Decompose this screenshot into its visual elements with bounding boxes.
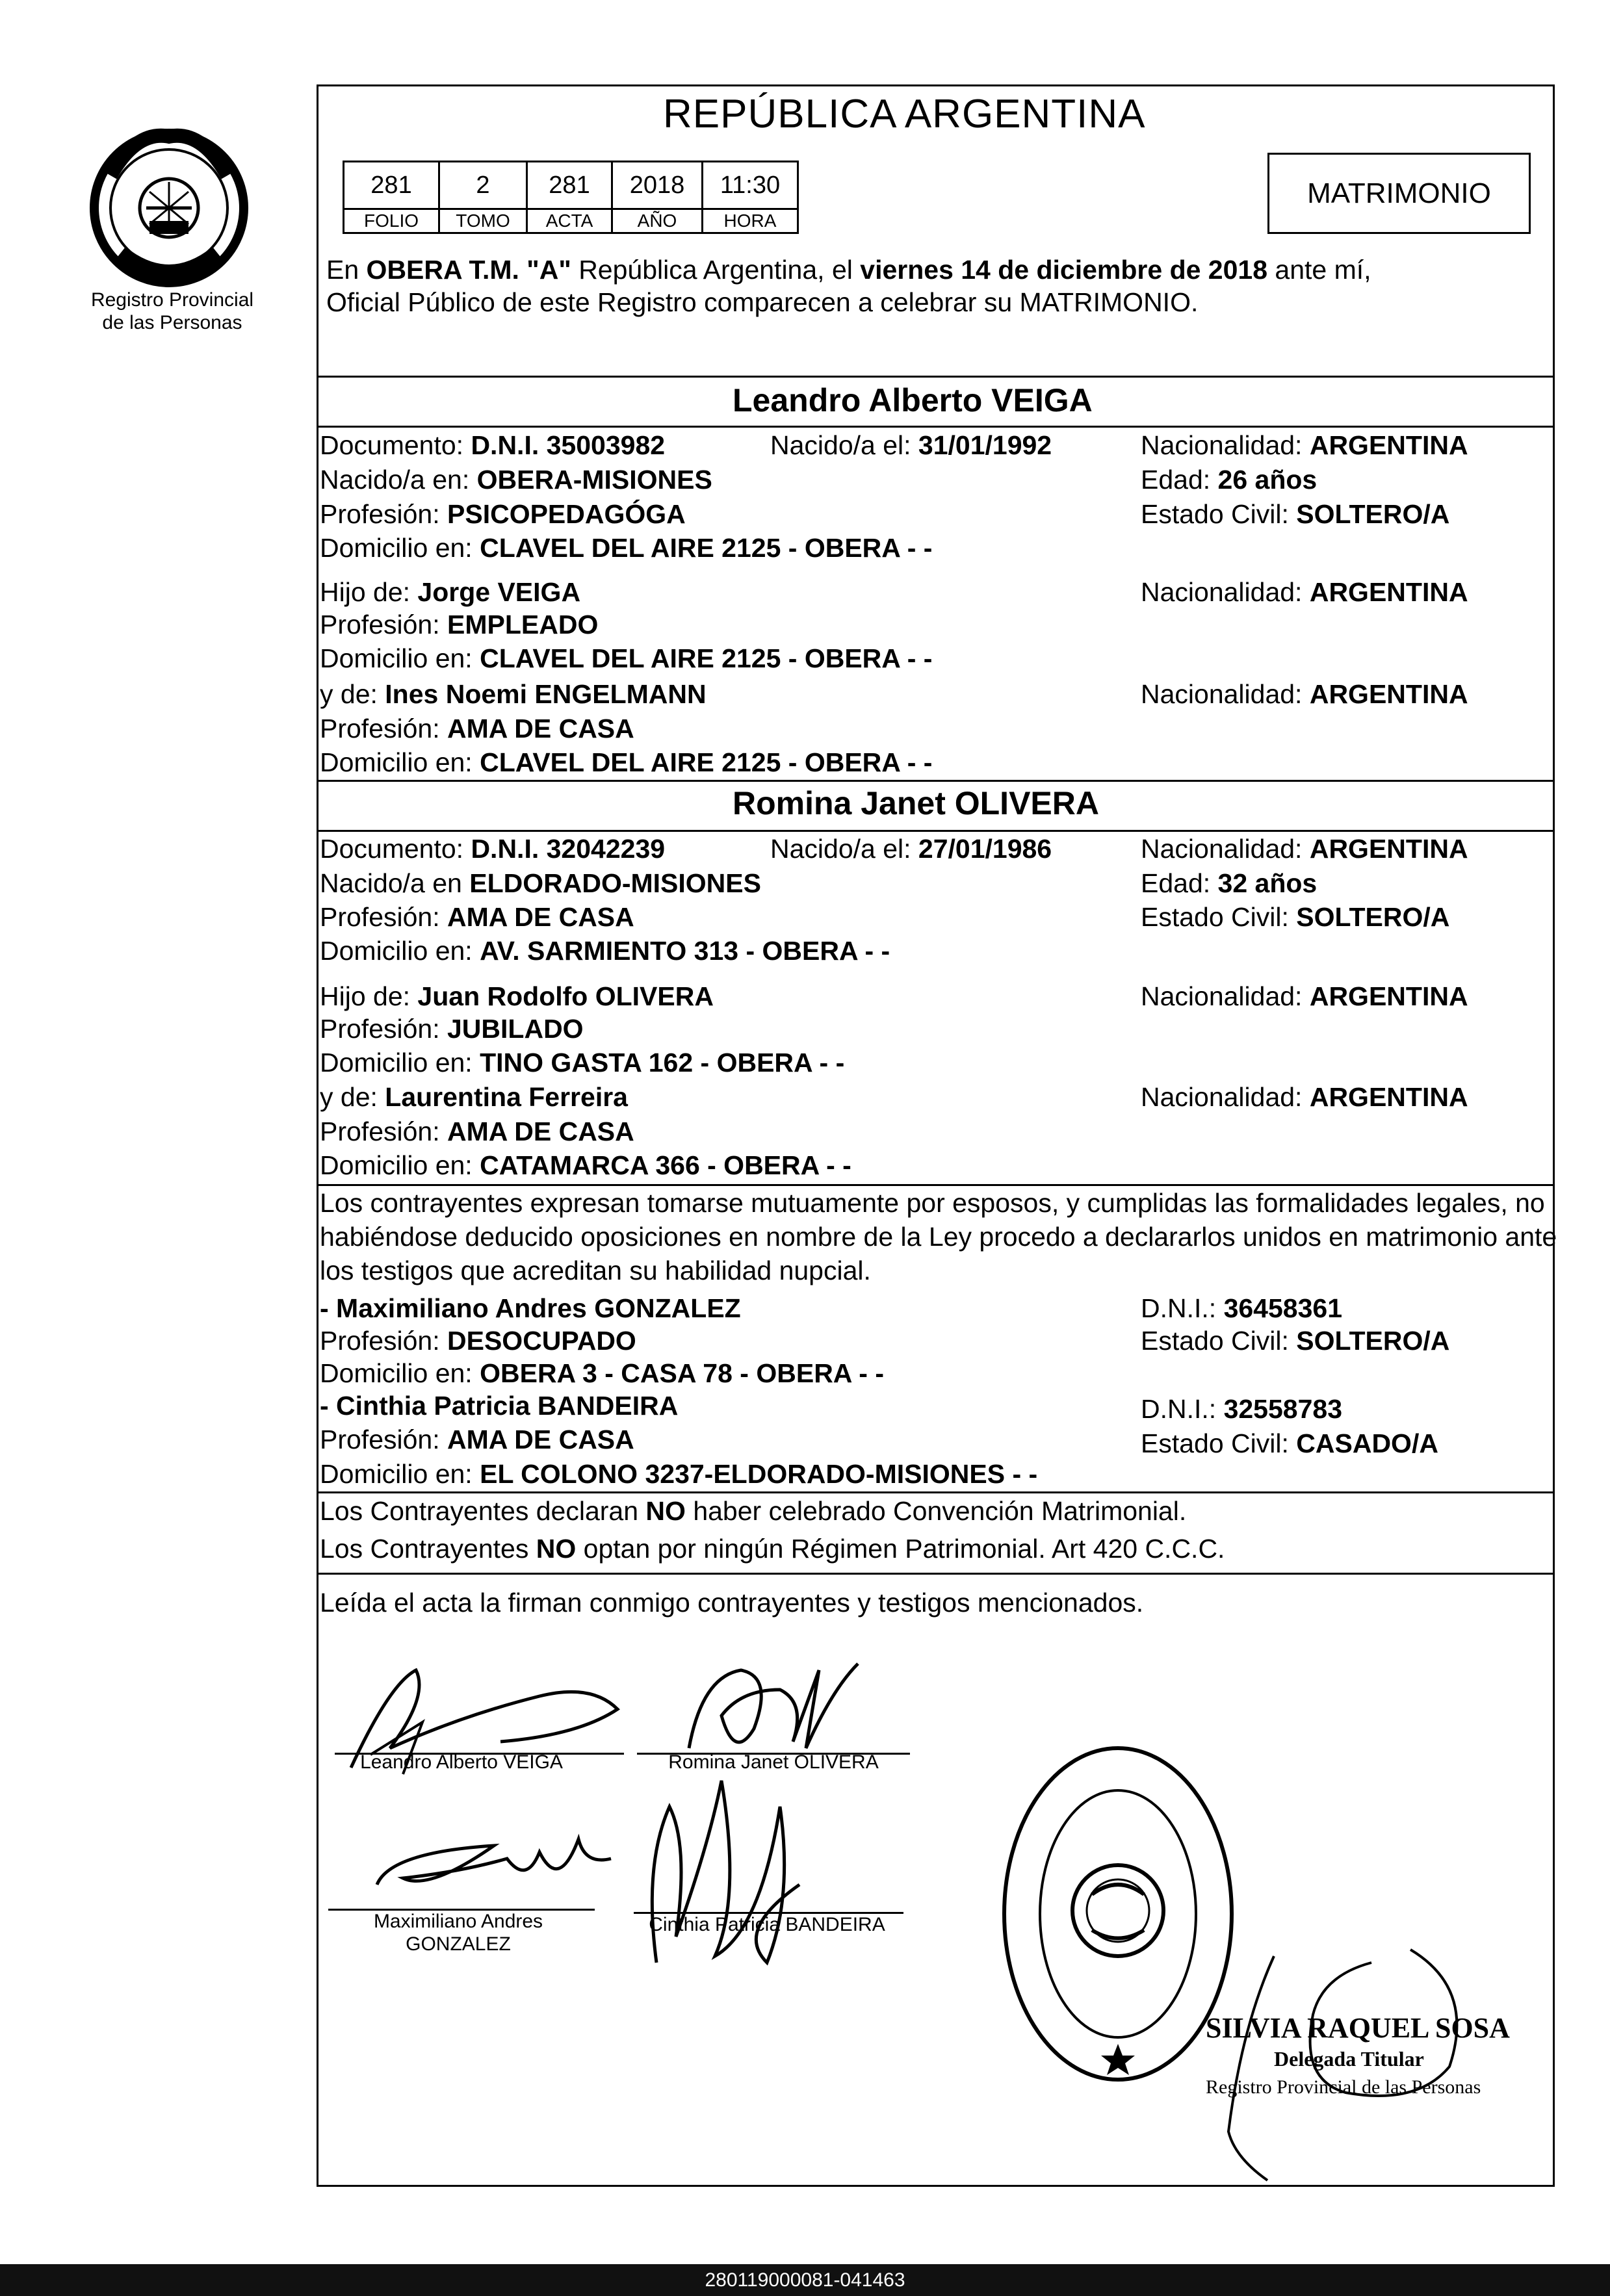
signature-cinthia-icon (630, 1768, 825, 1982)
spouse1-nacionalidad: Nacionalidad: ARGENTINA (1141, 430, 1468, 460)
folio-label: FOLIO (344, 209, 439, 233)
spouse1-padre-profesion: Profesión: EMPLEADO (320, 610, 599, 639)
spouse1-name: Leandro Alberto VEIGA (733, 382, 1093, 419)
spouse2-madre-nacionalidad: Nacionalidad: ARGENTINA (1141, 1082, 1468, 1112)
spouse1-nacido-en: Nacido/a en: OBERA-MISIONES (320, 465, 712, 495)
witness1-profesion: Profesión: DESOCUPADO (320, 1326, 636, 1356)
country-title: REPÚBLICA ARGENTINA (663, 92, 1146, 136)
witness2-estado-civil: Estado Civil: CASADO/A (1141, 1428, 1438, 1458)
spouse1-madre-profesion: Profesión: AMA DE CASA (320, 714, 634, 743)
acta-value: 281 (527, 162, 612, 209)
intro-line2: Oficial Público de este Registro comparecen a celebrar su MATRIMONIO. (326, 287, 1199, 317)
footer-barcode-text: 280119000081-041463 (0, 2264, 1610, 2296)
witness2-profesion: Profesión: AMA DE CASA (320, 1425, 634, 1454)
spouse1-estado-civil: Estado Civil: SOLTERO/A (1141, 499, 1450, 529)
tomo-value: 2 (439, 162, 527, 209)
intro-line1: En OBERA T.M. "A" República Argentina, el viernes 14 de diciembre de 2018 ante mí, (326, 255, 1371, 285)
spouse1-nacido-el: Nacido/a el: 31/01/1992 (770, 430, 1052, 460)
signature-caption-spouse2: Romina Janet OLIVERA (668, 1751, 879, 1773)
hora-value: 11:30 (703, 162, 798, 209)
witness1-name: - Maximiliano Andres GONZALEZ (320, 1293, 741, 1323)
spouse1-madre: y de: Ines Noemi ENGELMANN (320, 679, 707, 709)
spouse1-documento: Documento: D.N.I. 35003982 (320, 430, 666, 460)
signature-caption-witness1-line1: Maximiliano Andres (373, 1911, 543, 1932)
document-type-box (1267, 153, 1531, 234)
spouse1-domicilio: Domicilio en: CLAVEL DEL AIRE 2125 - OBERA - - (320, 533, 933, 563)
witness2-dni: D.N.I.: 32558783 (1141, 1394, 1342, 1424)
logo-caption-line2: de las Personas (102, 312, 242, 333)
anio-label: AÑO (612, 209, 703, 233)
witness1-domicilio: Domicilio en: OBERA 3 - CASA 78 - OBERA - - (320, 1358, 884, 1388)
hora-label: HORA (703, 209, 798, 233)
closing-statement: Leída el acta la firman conmigo contrayentes y testigos mencionados. (320, 1588, 1144, 1618)
spouse1-padre-domicilio: Domicilio en: CLAVEL DEL AIRE 2125 - OBERA - - (320, 643, 933, 673)
spouse2-documento: Documento: D.N.I. 32042239 (320, 834, 666, 864)
declaration-line1: Los contrayentes expresan tomarse mutuamente por esposos, y cumplidas las formalidades legales, no (320, 1188, 1545, 1218)
signature-caption-witness1-line2: GONZALEZ (406, 1933, 511, 1955)
tomo-label: TOMO (439, 209, 527, 233)
spouse2-madre-profesion: Profesión: AMA DE CASA (320, 1116, 634, 1146)
official-office: Registro Provincial de las Personas (1206, 2076, 1481, 2098)
spouse2-madre: y de: Laurentina Ferreira (320, 1082, 628, 1112)
province-emblem (84, 117, 253, 292)
spouse2-padre-domicilio: Domicilio en: TINO GASTA 162 - OBERA - - (320, 1048, 845, 1077)
spouse1-padre: Hijo de: Jorge VEIGA (320, 577, 581, 607)
spouse1-profesion: Profesión: PSICOPEDAGÓGA (320, 499, 686, 529)
spouse2-padre-nacionalidad: Nacionalidad: ARGENTINA (1141, 981, 1468, 1011)
spouse2-madre-domicilio: Domicilio en: CATAMARCA 366 - OBERA - - (320, 1150, 851, 1180)
spouse1-madre-domicilio: Domicilio en: CLAVEL DEL AIRE 2125 - OBERA - - (320, 747, 933, 777)
folio-value: 281 (344, 162, 439, 209)
anio-value: 2018 (612, 162, 703, 209)
spouse2-padre: Hijo de: Juan Rodolfo OLIVERA (320, 981, 714, 1011)
signature-caption-witness2: Cinthia Patricia BANDEIRA (649, 1914, 885, 1935)
spouse2-name: Romina Janet OLIVERA (733, 785, 1099, 821)
spouse2-edad: Edad: 32 años (1141, 868, 1318, 898)
spouse2-estado-civil: Estado Civil: SOLTERO/A (1141, 902, 1450, 932)
misiones-emblem-icon (84, 117, 253, 292)
official-name: SILVIA RAQUEL SOSA (1206, 2012, 1510, 2044)
spouse1-padre-nacionalidad: Nacionalidad: ARGENTINA (1141, 577, 1468, 607)
spouse2-profesion: Profesión: AMA DE CASA (320, 902, 634, 932)
spouse1-madre-nacionalidad: Nacionalidad: ARGENTINA (1141, 679, 1468, 709)
witness1-estado-civil: Estado Civil: SOLTERO/A (1141, 1326, 1450, 1356)
document-type: MATRIMONIO (1307, 177, 1491, 209)
declaration-line2: habiéndose deducido oposiciones en nombre de la Ley procedo a declararlos unidos en matrimonio ante (320, 1222, 1557, 1252)
logo-caption-line1: Registro Provincial (90, 289, 254, 311)
spouse2-nacido-el: Nacido/a el: 27/01/1986 (770, 834, 1052, 864)
witness2-name: - Cinthia Patricia BANDEIRA (320, 1391, 679, 1421)
witness2-domicilio: Domicilio en: EL COLONO 3237-ELDORADO-MISIONES - - (320, 1459, 1038, 1489)
convention-line1: Los Contrayentes declaran NO haber celebrado Convención Matrimonial. (320, 1496, 1187, 1526)
declaration-line3: los testigos que acreditan su habilidad nupcial. (320, 1256, 871, 1285)
acta-label: ACTA (527, 209, 612, 233)
spouse2-padre-profesion: Profesión: JUBILADO (320, 1014, 584, 1044)
spouse2-nacido-en: Nacido/a en ELDORADO-MISIONES (320, 868, 761, 898)
signature-caption-spouse1: Leandro Alberto VEIGA (360, 1751, 563, 1773)
witness1-dni: D.N.I.: 36458361 (1141, 1293, 1342, 1323)
spouse2-nacionalidad: Nacionalidad: ARGENTINA (1141, 834, 1468, 864)
signature-maximiliano-icon (364, 1813, 624, 1917)
spouse1-edad: Edad: 26 años (1141, 465, 1318, 495)
registry-reference-table (343, 161, 799, 234)
official-title: Delegada Titular (1274, 2047, 1424, 2070)
spouse2-domicilio: Domicilio en: AV. SARMIENTO 313 - OBERA - - (320, 936, 890, 966)
signature-romina-icon (663, 1651, 877, 1768)
convention-line2: Los Contrayentes NO optan por ningún Régimen Patrimonial. Art 420 C.C.C. (320, 1534, 1225, 1564)
